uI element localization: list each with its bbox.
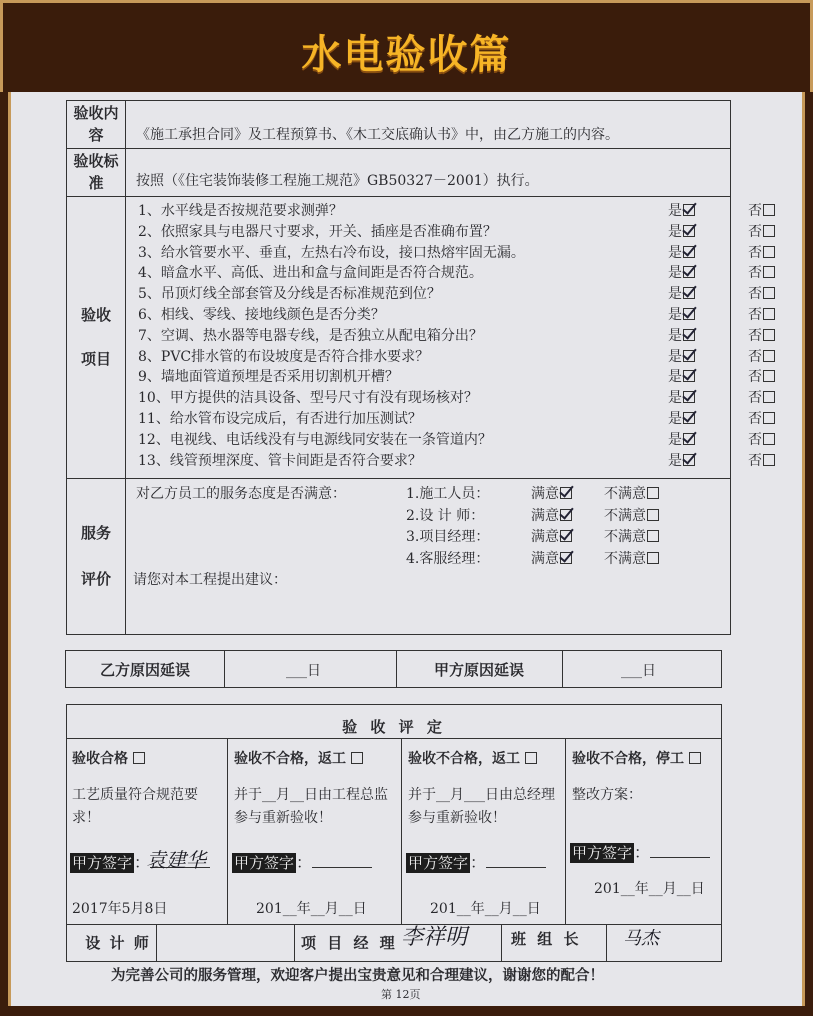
role-label: 2.设 计 师：	[406, 507, 485, 524]
signature-line[interactable]	[312, 867, 372, 868]
content-label: 验收内容	[73, 104, 119, 144]
checkbox-icon[interactable]	[763, 412, 775, 424]
checkbox-icon[interactable]	[763, 204, 775, 216]
checkbox-icon[interactable]	[763, 433, 775, 445]
checklist-item	[138, 200, 762, 221]
header-banner	[0, 0, 813, 92]
no-option[interactable]: 否	[748, 387, 775, 407]
evaluation-col3: 验收不合格，返工 并于__月___日由总经理参与重新验收！ 甲方签字 ： 201__年__月__日	[401, 738, 565, 924]
yes-option[interactable]: 是	[668, 429, 695, 449]
item-text: 5、吊顶灯线全部套管及分线是否标准规范到位？	[138, 286, 441, 303]
checkbox-icon[interactable]	[763, 225, 775, 237]
checked-checkbox-icon[interactable]	[683, 370, 695, 382]
service-rating-row	[406, 483, 646, 503]
checkbox-icon[interactable]	[351, 752, 363, 764]
role-label: 1.施工人员：	[406, 486, 490, 502]
checklist-item	[138, 346, 762, 367]
checkbox-icon[interactable]	[133, 752, 145, 764]
checkbox-icon[interactable]	[763, 391, 775, 403]
checkbox-icon[interactable]	[763, 350, 775, 362]
checkbox-icon[interactable]	[763, 246, 775, 258]
delay-row	[65, 650, 722, 688]
date-field[interactable]: 201__年__月__日	[256, 901, 367, 917]
checklist-item	[138, 262, 762, 283]
signature-label: 甲方签字	[408, 854, 469, 872]
yes-option[interactable]: 是	[668, 450, 695, 470]
checklist-item	[138, 366, 762, 387]
service-label-1: 服务	[80, 524, 111, 542]
no-option[interactable]: 否	[748, 450, 775, 470]
yes-option[interactable]: 是	[668, 283, 695, 303]
checkbox-icon[interactable]	[763, 308, 775, 320]
yes-option[interactable]: 是	[668, 366, 695, 386]
item-text: 13、线管预埋深度、管卡间距是否符合要求？	[138, 452, 422, 469]
checklist-item	[138, 242, 762, 263]
role-label: 4.客服经理：	[406, 550, 490, 567]
yes-option[interactable]: 是	[668, 408, 695, 428]
item-text: 9、墙地面管道预埋是否采用切割机开槽？	[138, 369, 399, 386]
item-text: 11、给水管布设完成后，有否进行加压测试？	[138, 411, 422, 427]
evaluation-text: 并于__月___日由总经理参与重新验收！	[408, 787, 555, 826]
party-b-delay-label: 乙方原因延误	[99, 661, 190, 679]
party-b-delay-days[interactable]: ___日	[286, 663, 321, 679]
yes-option[interactable]: 是	[668, 346, 695, 366]
no-option[interactable]: 否	[748, 221, 775, 241]
page-title: 水电验收篇	[301, 32, 512, 78]
team-leader-label: 班 组 长	[511, 930, 582, 948]
checkbox-icon[interactable]	[763, 287, 775, 299]
no-option[interactable]: 否	[748, 346, 775, 366]
checklist-item	[138, 283, 762, 304]
checkbox-icon[interactable]	[763, 266, 775, 278]
content-text: 《施工承担合同》及工程预算书、《木工交底确认书》中，由乙方施工的内容。	[136, 127, 619, 143]
evaluation-col4: 验收不合格，停工 整改方案： 甲方签字 ： 201__年__月__日	[565, 738, 722, 924]
yes-option[interactable]: 是	[668, 387, 695, 407]
satisfied-option[interactable]: 满意	[531, 548, 572, 568]
service-question: 对乙方员工的服务态度是否满意：	[136, 486, 346, 502]
checked-checkbox-icon[interactable]	[683, 308, 695, 320]
party-a-signature: 袁建华	[146, 848, 206, 872]
evaluation-col1: 验收合格 工艺质量符合规范要求！ 甲方签字 ： 2017年5月8日	[66, 738, 227, 924]
footer-note: 为完善公司的服务管理，欢迎客户提出宝贵意见和合理建议，谢谢您的配合！	[111, 967, 604, 984]
signature-label: 甲方签字	[234, 854, 295, 872]
items-label-1: 验收	[80, 306, 111, 324]
service-rating-row	[406, 548, 646, 568]
checklist-item	[138, 387, 762, 408]
yes-option[interactable]: 是	[668, 242, 695, 262]
no-option[interactable]: 否	[748, 262, 775, 282]
checkbox-icon[interactable]	[689, 752, 701, 764]
evaluation-text: 并于__月__日由工程总监参与重新验收！	[234, 787, 388, 826]
checklist-item	[138, 325, 762, 346]
checked-checkbox-icon[interactable]	[683, 204, 695, 216]
checkbox-icon[interactable]	[525, 752, 537, 764]
checklist-item	[138, 408, 762, 429]
checked-checkbox-icon[interactable]	[683, 391, 695, 403]
items-label-2: 项目	[80, 350, 111, 368]
service-rating-row	[406, 526, 646, 546]
item-text: 2、依照家具与电器尺寸要求，开关、插座是否准确布置？	[138, 223, 497, 240]
no-option[interactable]: 否	[748, 325, 775, 345]
checked-checkbox-icon[interactable]	[560, 552, 572, 564]
party-a-delay-label: 甲方原因延误	[433, 661, 524, 679]
designer-label: 设 计 师	[85, 934, 151, 952]
evaluation-option-label: 验收不合格，停工	[572, 751, 684, 767]
pm-label: 项 目 经 理	[301, 934, 398, 952]
date-field[interactable]: 201__年__月__日	[430, 901, 541, 917]
signature-line[interactable]	[650, 857, 710, 858]
checklist-item	[138, 429, 762, 450]
item-text: 12、电视线、电话线没有与电源线同安装在一条管道内？	[138, 431, 492, 448]
standard-text: 按照（《住宅装饰装修工程施工规范》GB50327－2001）执行。	[136, 173, 539, 189]
service-label-2: 评价	[80, 570, 111, 588]
yes-option[interactable]: 是	[668, 325, 695, 345]
checked-checkbox-icon[interactable]	[683, 433, 695, 445]
date-field[interactable]: 2017年5月8日	[72, 901, 168, 917]
checked-checkbox-icon[interactable]	[560, 530, 572, 542]
yes-option[interactable]: 是	[668, 200, 695, 220]
unsatisfied-option[interactable]: 不满意	[604, 526, 659, 546]
checklist-item	[138, 450, 762, 471]
no-option[interactable]: 否	[748, 304, 775, 324]
no-option[interactable]: 否	[748, 366, 775, 386]
satisfied-option[interactable]: 满意	[531, 526, 572, 546]
checked-checkbox-icon[interactable]	[560, 487, 572, 499]
party-a-delay-days[interactable]: ___日	[621, 663, 656, 679]
checkbox-icon[interactable]	[647, 552, 659, 564]
checkbox-icon[interactable]	[647, 509, 659, 521]
date-field[interactable]: 201__年__月__日	[594, 881, 705, 897]
checked-checkbox-icon[interactable]	[683, 329, 695, 341]
item-text: 8、PVC排水管的布设坡度是否符合排水要求？	[138, 348, 430, 365]
item-text: 10、甲方提供的洁具设备、型号尺寸有没有现场核对？	[138, 390, 478, 407]
checkbox-icon[interactable]	[763, 370, 775, 382]
team-leader-signature: 马杰	[623, 928, 659, 949]
evaluation-title: 验 收 评 定	[342, 718, 446, 736]
evaluation-option-label: 验收合格	[72, 751, 128, 767]
signature-label: 甲方签字	[572, 844, 633, 862]
role-label: 3.项目经理：	[406, 529, 490, 545]
checkbox-icon[interactable]	[647, 487, 659, 499]
no-option[interactable]: 否	[748, 429, 775, 449]
no-option[interactable]: 否	[748, 200, 775, 220]
evaluation-text: 工艺质量符合规范要求！	[72, 787, 198, 826]
evaluation-option-label: 验收不合格，返工	[234, 751, 346, 767]
checklist-item	[138, 304, 762, 325]
service-rating-row	[406, 505, 646, 525]
item-text: 7、空调、热水器等电器专线，是否独立从配电箱分出？	[138, 327, 483, 344]
item-text: 6、相线、零线、接地线颜色是否分类？	[138, 307, 385, 323]
item-text: 4、暗盒水平、高低、进出和盒与盒间距是否符合规范。	[138, 265, 483, 282]
checkbox-icon[interactable]	[763, 329, 775, 341]
yes-option[interactable]: 是	[668, 304, 695, 324]
checked-checkbox-icon[interactable]	[683, 225, 695, 237]
no-option[interactable]: 否	[748, 242, 775, 262]
document-page	[8, 92, 805, 1006]
item-text: 1、水平线是否按规范要求测弹？	[138, 203, 343, 219]
item-text: 3、给水管要水平、垂直，左热右冷布设，接口热熔牢固无漏。	[138, 244, 525, 261]
checked-checkbox-icon[interactable]	[683, 454, 695, 466]
checkbox-icon[interactable]	[763, 454, 775, 466]
standard-label: 验收标准	[73, 152, 119, 192]
no-option[interactable]: 否	[748, 408, 775, 428]
satisfied-option[interactable]: 满意	[531, 505, 572, 525]
unsatisfied-option[interactable]: 不满意	[604, 548, 659, 568]
checked-checkbox-icon[interactable]	[683, 246, 695, 258]
unsatisfied-option[interactable]: 不满意	[604, 505, 659, 525]
checkbox-icon[interactable]	[647, 530, 659, 542]
evaluation-option-label: 验收不合格，返工	[408, 751, 520, 767]
satisfied-option[interactable]: 满意	[531, 483, 572, 503]
signature-line[interactable]	[486, 867, 546, 868]
no-option[interactable]: 否	[748, 283, 775, 303]
unsatisfied-option[interactable]: 不满意	[604, 483, 659, 503]
evaluation-text: 整改方案：	[572, 787, 642, 803]
suggestion-label: 请您对本工程提出建议：	[133, 572, 287, 588]
pm-signature: 李祥明	[401, 925, 468, 950]
signature-label: 甲方签字	[72, 854, 133, 872]
checked-checkbox-icon[interactable]	[683, 266, 695, 278]
checked-checkbox-icon[interactable]	[683, 350, 695, 362]
checked-checkbox-icon[interactable]	[683, 287, 695, 299]
checklist-item	[138, 221, 762, 242]
evaluation-col2: 验收不合格，返工 并于__月__日由工程总监参与重新验收！ 甲方签字 ： 201__年__月__日	[227, 738, 401, 924]
yes-option[interactable]: 是	[668, 262, 695, 282]
checked-checkbox-icon[interactable]	[560, 509, 572, 521]
checked-checkbox-icon[interactable]	[683, 412, 695, 424]
yes-option[interactable]: 是	[668, 221, 695, 241]
page-number: 第 12页	[381, 988, 421, 1001]
